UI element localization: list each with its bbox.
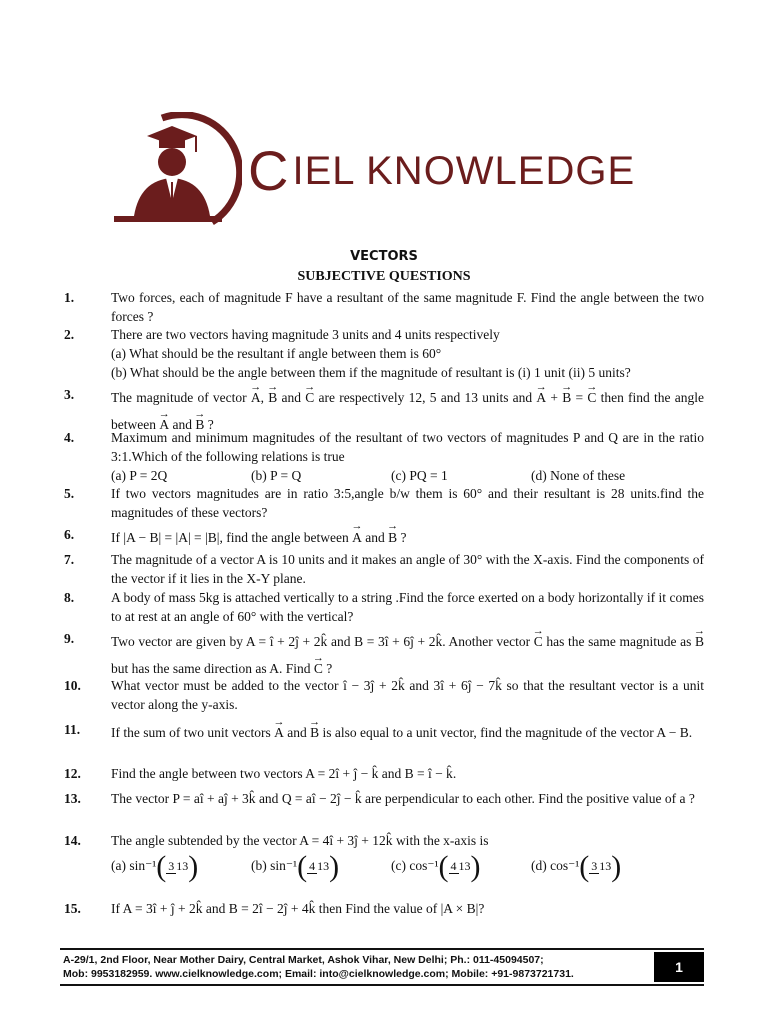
question-number: 13. [64, 791, 81, 806]
option-c: (c) cos⁻¹( 4 13) [391, 850, 481, 884]
question-number: 9. [64, 631, 75, 646]
equation: |A − B| = |A| = |B|, [123, 530, 223, 545]
option-b: (b) sin⁻¹( 4 13) [251, 850, 340, 884]
question-8 [64, 588, 704, 626]
question-number: 7. [64, 552, 75, 567]
question-text: There are two vectors having magnitude 3 units and 4 units respectively [111, 327, 500, 342]
logo [112, 112, 672, 232]
question-4 [64, 428, 704, 485]
question-2 [64, 325, 704, 382]
question-12: 12. Find the angle between two vectors A = 2î + ĵ − k̂ and B = î − k̂. [64, 766, 457, 781]
brand-name: CIEL KNOWLEDGE [248, 139, 636, 202]
option-c: (c) PQ = 1 [391, 468, 448, 483]
page-footer [60, 948, 704, 986]
question-number: 10. [64, 678, 81, 693]
sub-question-b: (b) What should be the angle between them if the magnitude of resultant is (i) 1 unit (ii) 5 units? [111, 365, 631, 380]
page-title: VECTORS [350, 249, 418, 264]
question-number: 15. [64, 901, 81, 916]
question-7 [64, 550, 704, 588]
page-number: 1 [654, 952, 704, 982]
question-number: 14. [64, 833, 81, 848]
question-text: Two forces, each of magnitude F have a resultant of the same magnitude F. Find the angle between the two forces ? [111, 290, 704, 324]
question-11: 11. If the sum of two unit vectors → A and → B is also equal to a unit vector, find the magnitude of the vector A − B. [64, 719, 704, 744]
question-number: 8. [64, 590, 75, 605]
question-text: If two vectors magnitudes are in ratio 3:5,angle b/w them is 60° and their resultant is 28 units.find the magnitudes of these vectors? [111, 486, 704, 520]
question-9: 9. Two vector are given by A = î + 2ĵ + 2k̂ and B = 3î + 6ĵ + 2k̂. Another vector → C has the same magnitude as → B but has the same direction as A. Find → C ? [64, 627, 704, 681]
question-10: 10. What vector must be added to the vector î − 3ĵ + 2k̂ and 3î + 6ĵ − 7k̂ so that the resultant vector is a unit vector along the y-axis. [64, 678, 705, 712]
sub-question-a: (a) What should be the resultant if angle between them is 60° [111, 346, 442, 361]
option-a: (a) sin⁻¹( 3 13) [111, 850, 199, 884]
option-b: (b) P = Q [251, 468, 302, 483]
question-number: 3. [64, 387, 75, 402]
question-text: The magnitude of a vector A is 10 units and it makes an angle of 30° with the X-axis. Find the components of the vector if it lies in the X-Y plane. [111, 552, 704, 586]
footer-address: A-29/1, 2nd Floor, Near Mother Dairy, Central Market, Ashok Vihar, New Delhi; Ph.: 011-45094507; Mob: 9953182959. www.cielknowledge.com; Email: into@cielknowledge.com; Mobile: +91-9873721731. [63, 954, 574, 980]
question-number: 2. [64, 327, 75, 342]
question-text: A body of mass 5kg is attached vertically to a string .Find the force exerted on a body horizontally if it comes to at rest at an angle of 60° with the vertical? [111, 590, 704, 624]
question-5 [64, 484, 704, 522]
question-text: Maximum and minimum magnitudes of the resultant of two vectors of magnitudes P and Q are in the ratio 3:1.Which of the following relations is true [111, 430, 704, 464]
question-number: 1. [64, 290, 75, 305]
option-a: (a) P = 2Q [111, 468, 168, 483]
page-subtitle: SUBJECTIVE QUESTIONS [297, 269, 471, 284]
question-number: 4. [64, 430, 75, 445]
question-number: 5. [64, 486, 75, 501]
question-3: 3. The magnitude of vector → A, → B and → C are respectively 12, 5 and 13 units and → A + → B = → C then find the angle between → A and → B ? [64, 383, 704, 437]
option-d: (d) None of these [531, 468, 626, 483]
equation-a: A = î + 2ĵ + 2k̂ [245, 634, 328, 649]
question-6: 6. If |A − B| = |A| = |B|, find the angle between → A and → B ? [64, 525, 704, 547]
question-number: 12. [64, 766, 81, 781]
question-13: 13. The vector P = aî + aĵ + 3k̂ and Q = aî − 2ĵ − k̂ are perpendicular to each other. Find the positive value of a ? [64, 791, 695, 806]
graduate-logo-icon [112, 112, 242, 232]
equation-b: B = 3î + 6ĵ + 2k̂ [354, 634, 443, 649]
question-number: 11. [64, 722, 81, 737]
question-1 [64, 288, 704, 326]
question-15: 15. If A = 3î + ĵ + 2k̂ and B = 2î − 2ĵ + 4k̂ then Find the value of |A × B|? [64, 901, 485, 916]
question-14: 14. The angle subtended by the vector A = 4î + 3ĵ + 12k̂ with the x-axis is (a) sin⁻¹( 3 13) (b) sin⁻¹( 4 13) (c) cos⁻¹( 4 13) (d) cos⁻¹( 3 13) [64, 831, 704, 876]
question-number: 6. [64, 527, 75, 542]
answer-options [111, 466, 704, 485]
option-d: (d) cos⁻¹( 3 13) [531, 850, 622, 884]
